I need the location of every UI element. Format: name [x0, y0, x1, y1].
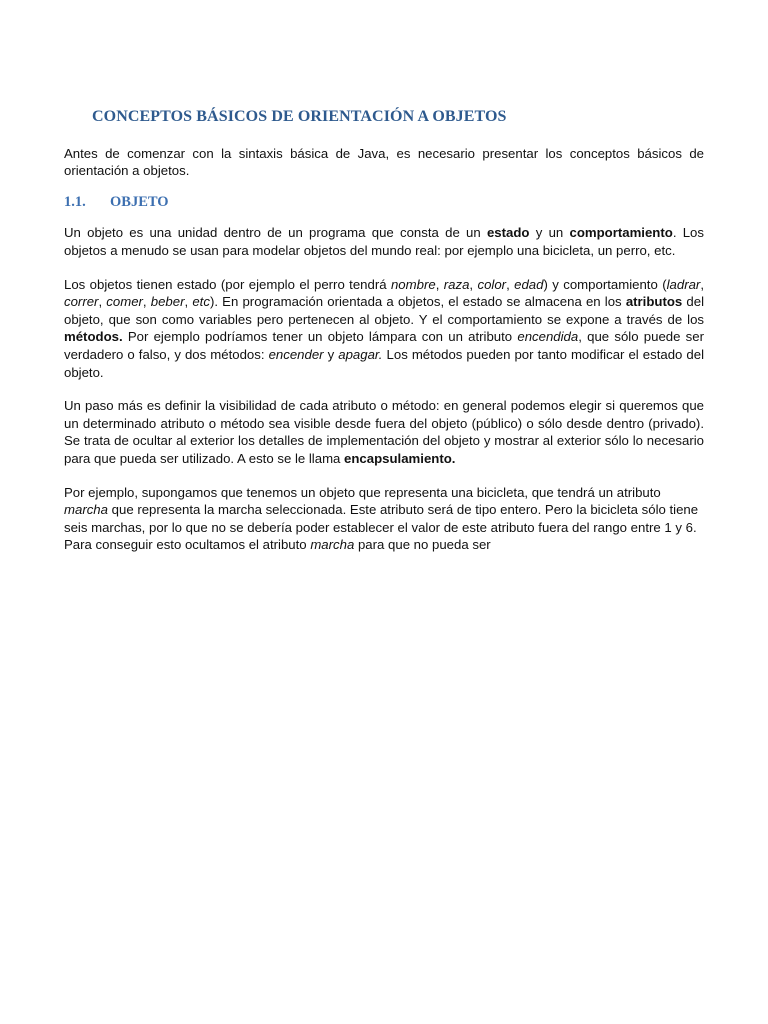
text-run: ). En programación orientada a objetos, el estado se almacena en los [209, 294, 626, 310]
italic-term: raza [443, 276, 470, 292]
italic-term: nombre [390, 276, 436, 292]
bold-term-encapsulamiento: encapsulamiento. [344, 450, 456, 466]
paragraph-ejemplo-bicicleta [64, 484, 704, 554]
text-run: , que sólo puede ser verdadero o falso, y dos métodos: [64, 329, 704, 362]
text-run: y un [529, 225, 570, 241]
paragraph-visibilidad [64, 397, 704, 467]
text-run: , [506, 276, 515, 292]
paragraph-objeto-definicion [64, 224, 704, 259]
text-run: ) y comportamiento ( [543, 276, 667, 292]
text-run: para que no pueda ser [354, 537, 491, 553]
text-run: , [700, 276, 704, 292]
text-run: Un objeto es una unidad dentro de un programa que consta de un [64, 225, 487, 241]
text-run: Un paso más es definir la visibilidad de cada atributo o método: en general podemos elegir si queremos que un determinado atributo o método sea visible desde fuera del objeto (público) o sólo desde dentro (privado). Se trata de ocultar al exterior los detalles de implementación del objeto y mostrar al exterior sólo lo necesario para que pueda ser utilizado. A esto se le llama [64, 398, 704, 466]
text-run: , [469, 276, 478, 292]
italic-term: apagar. [338, 346, 383, 362]
text-run: y [323, 346, 339, 362]
text-run: , [142, 294, 151, 310]
italic-term: ladrar [666, 276, 701, 292]
italic-term: marcha [64, 502, 108, 518]
text-run: que representa la marcha seleccionada. Este atributo será de tipo entero. Pero la bicicleta sólo tiene seis marchas, por lo que no se debería poder establecer el valor de este atributo fuera del rango entre 1 y 6. Para conseguir esto ocultamos el atributo [64, 502, 699, 553]
bold-term-atributos: atributos [625, 294, 683, 310]
italic-term: comer [106, 294, 143, 310]
text-run: del objeto, que son como variables pero pertenecen al objeto. Y el comportamiento se expone a través de los [64, 294, 705, 327]
text-run: Por ejemplo, supongamos que tenemos un objeto que representa una bicicleta, que tendrá un atributo [64, 484, 661, 500]
italic-term: encendida [517, 329, 579, 345]
text-run: , [435, 276, 444, 292]
bold-term-metodos: métodos. [64, 329, 123, 345]
text-run: Los métodos pueden por tanto modificar el estado del objeto. [64, 346, 705, 380]
section-number: 1.1. [64, 193, 86, 210]
paragraph-estado-comportamiento [64, 276, 704, 382]
italic-term: etc [192, 294, 210, 310]
document-body [64, 108, 704, 570]
section-heading [64, 194, 704, 212]
bold-term-comportamiento: comportamiento [569, 225, 673, 241]
text-run: Por ejemplo podríamos tener un objeto lámpara con un atributo [122, 329, 518, 345]
text-run: Los objetos tienen estado (por ejemplo el perro tendrá [64, 276, 391, 292]
section-title: OBJETO [110, 193, 169, 210]
text-run: , [98, 294, 107, 310]
italic-term: encender [268, 346, 324, 362]
italic-term: correr [64, 294, 99, 310]
italic-term: color [477, 276, 507, 292]
italic-term: edad [514, 276, 544, 292]
italic-term: marcha [310, 537, 355, 553]
bold-term-estado: estado [486, 225, 530, 241]
italic-term: beber [150, 294, 185, 310]
text-run: , [184, 294, 193, 310]
intro-paragraph: Antes de comenzar con la sintaxis básica de Java, es necesario presentar los conceptos básicos de orientación a objetos. [64, 145, 704, 179]
text-run: . Los objetos a menudo se usan para modelar objetos del mundo real: por ejemplo una bicicleta, un perro, etc. [64, 225, 704, 258]
document-title: CONCEPTOS BÁSICOS DE ORIENTACIÓN A OBJETOS [92, 108, 507, 125]
